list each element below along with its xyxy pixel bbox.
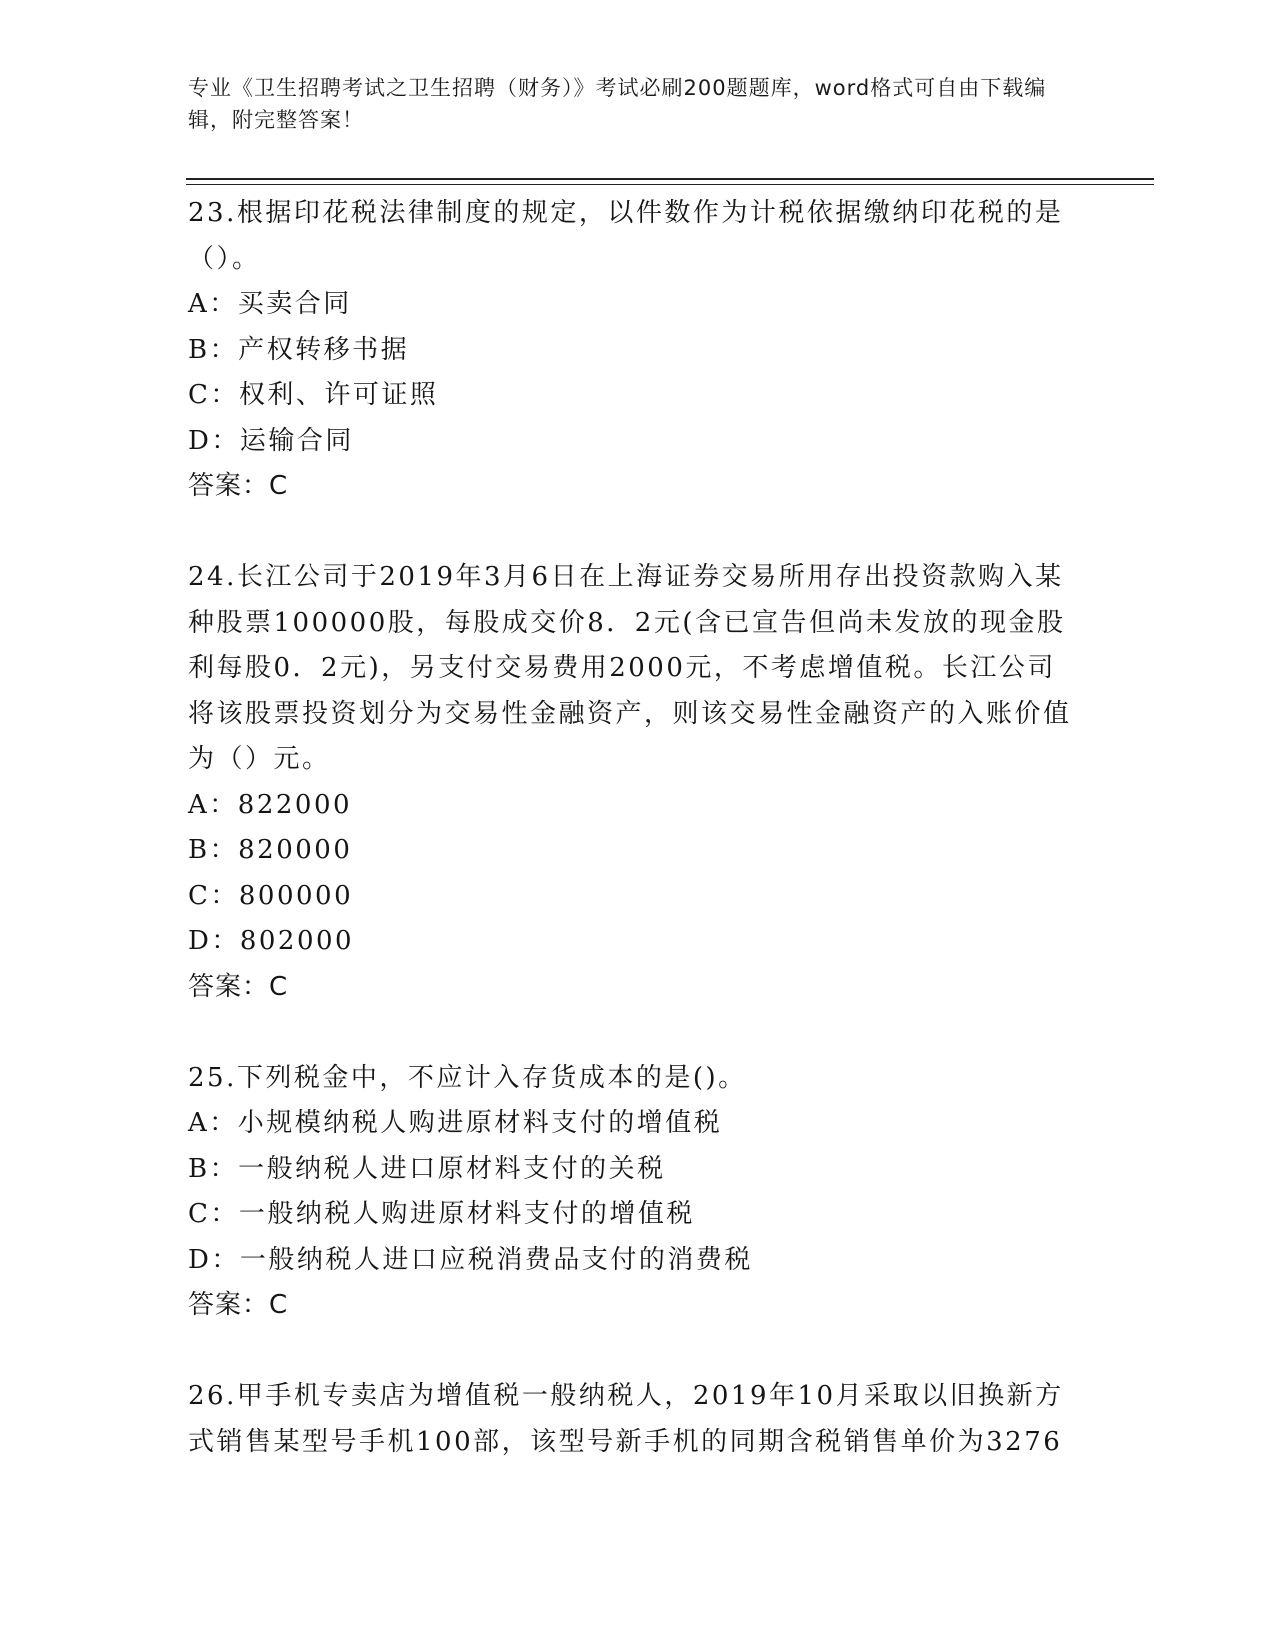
question-26 (188, 1374, 1078, 1465)
option-d: D：一般纳税人进口应税消费品支付的消费税 (188, 1244, 753, 1275)
question-23 (188, 191, 1078, 510)
question-24 (188, 555, 1078, 1010)
answer: 答案：C (188, 1290, 289, 1320)
question-gap (188, 1329, 1078, 1375)
option-a: A：买卖合同 (188, 289, 352, 319)
option-c: C：800000 (188, 880, 354, 911)
answer: 答案：C (188, 971, 289, 1002)
header-rule-thick (186, 178, 1154, 180)
option-c: C：一般纳税人购进原材料支付的增值税 (188, 1199, 695, 1229)
question-stem: 23.根据印花税法律制度的规定，以件数作为计税依据缴纳印花税的是（）。 (188, 198, 1064, 274)
option-a: A：小规模纳税人购进原材料支付的增值税 (188, 1108, 723, 1138)
question-gap (188, 1010, 1078, 1056)
page-header: 专业《卫生招聘考试之卫生招聘（财务）》考试必刷200题题库，word格式可自由下载编辑，附完整答案！ (188, 76, 1047, 132)
header-rule-thin (186, 184, 1154, 185)
option-b: B：产权转移书据 (188, 334, 410, 365)
option-a: A：822000 (188, 789, 353, 820)
question-25 (188, 1056, 1078, 1329)
question-list (188, 191, 1078, 1465)
question-stem: 25.下列税金中，不应计入存货成本的是()。 (188, 1062, 747, 1093)
option-b: B：820000 (188, 835, 353, 865)
option-d: D：运输合同 (188, 425, 354, 456)
answer: 答案：C (188, 471, 289, 501)
question-stem: 24.长江公司于2019年3月6日在上海证券交易所用存出投资款购入某种股票100000股，每股成交价8．2元(含已宣告但尚未发放的现金股利每股0．2元)，另支付交易费用2000元，不考虑增值税。长江公司将该股票投资划分为交易性金融资产，则该交易性金融资产的入账价值为（）元。 (188, 562, 1072, 774)
option-b: B：一般纳税人进口原材料支付的关税 (188, 1153, 666, 1184)
question-gap (188, 510, 1078, 556)
option-d: D：802000 (188, 926, 355, 956)
option-c: C：权利、许可证照 (188, 380, 439, 410)
question-stem: 26.甲手机专卖店为增值税一般纳税人，2019年10月采取以旧换新方式销售某型号手机100部，该型号新手机的同期含税销售单价为3276 (188, 1381, 1064, 1457)
